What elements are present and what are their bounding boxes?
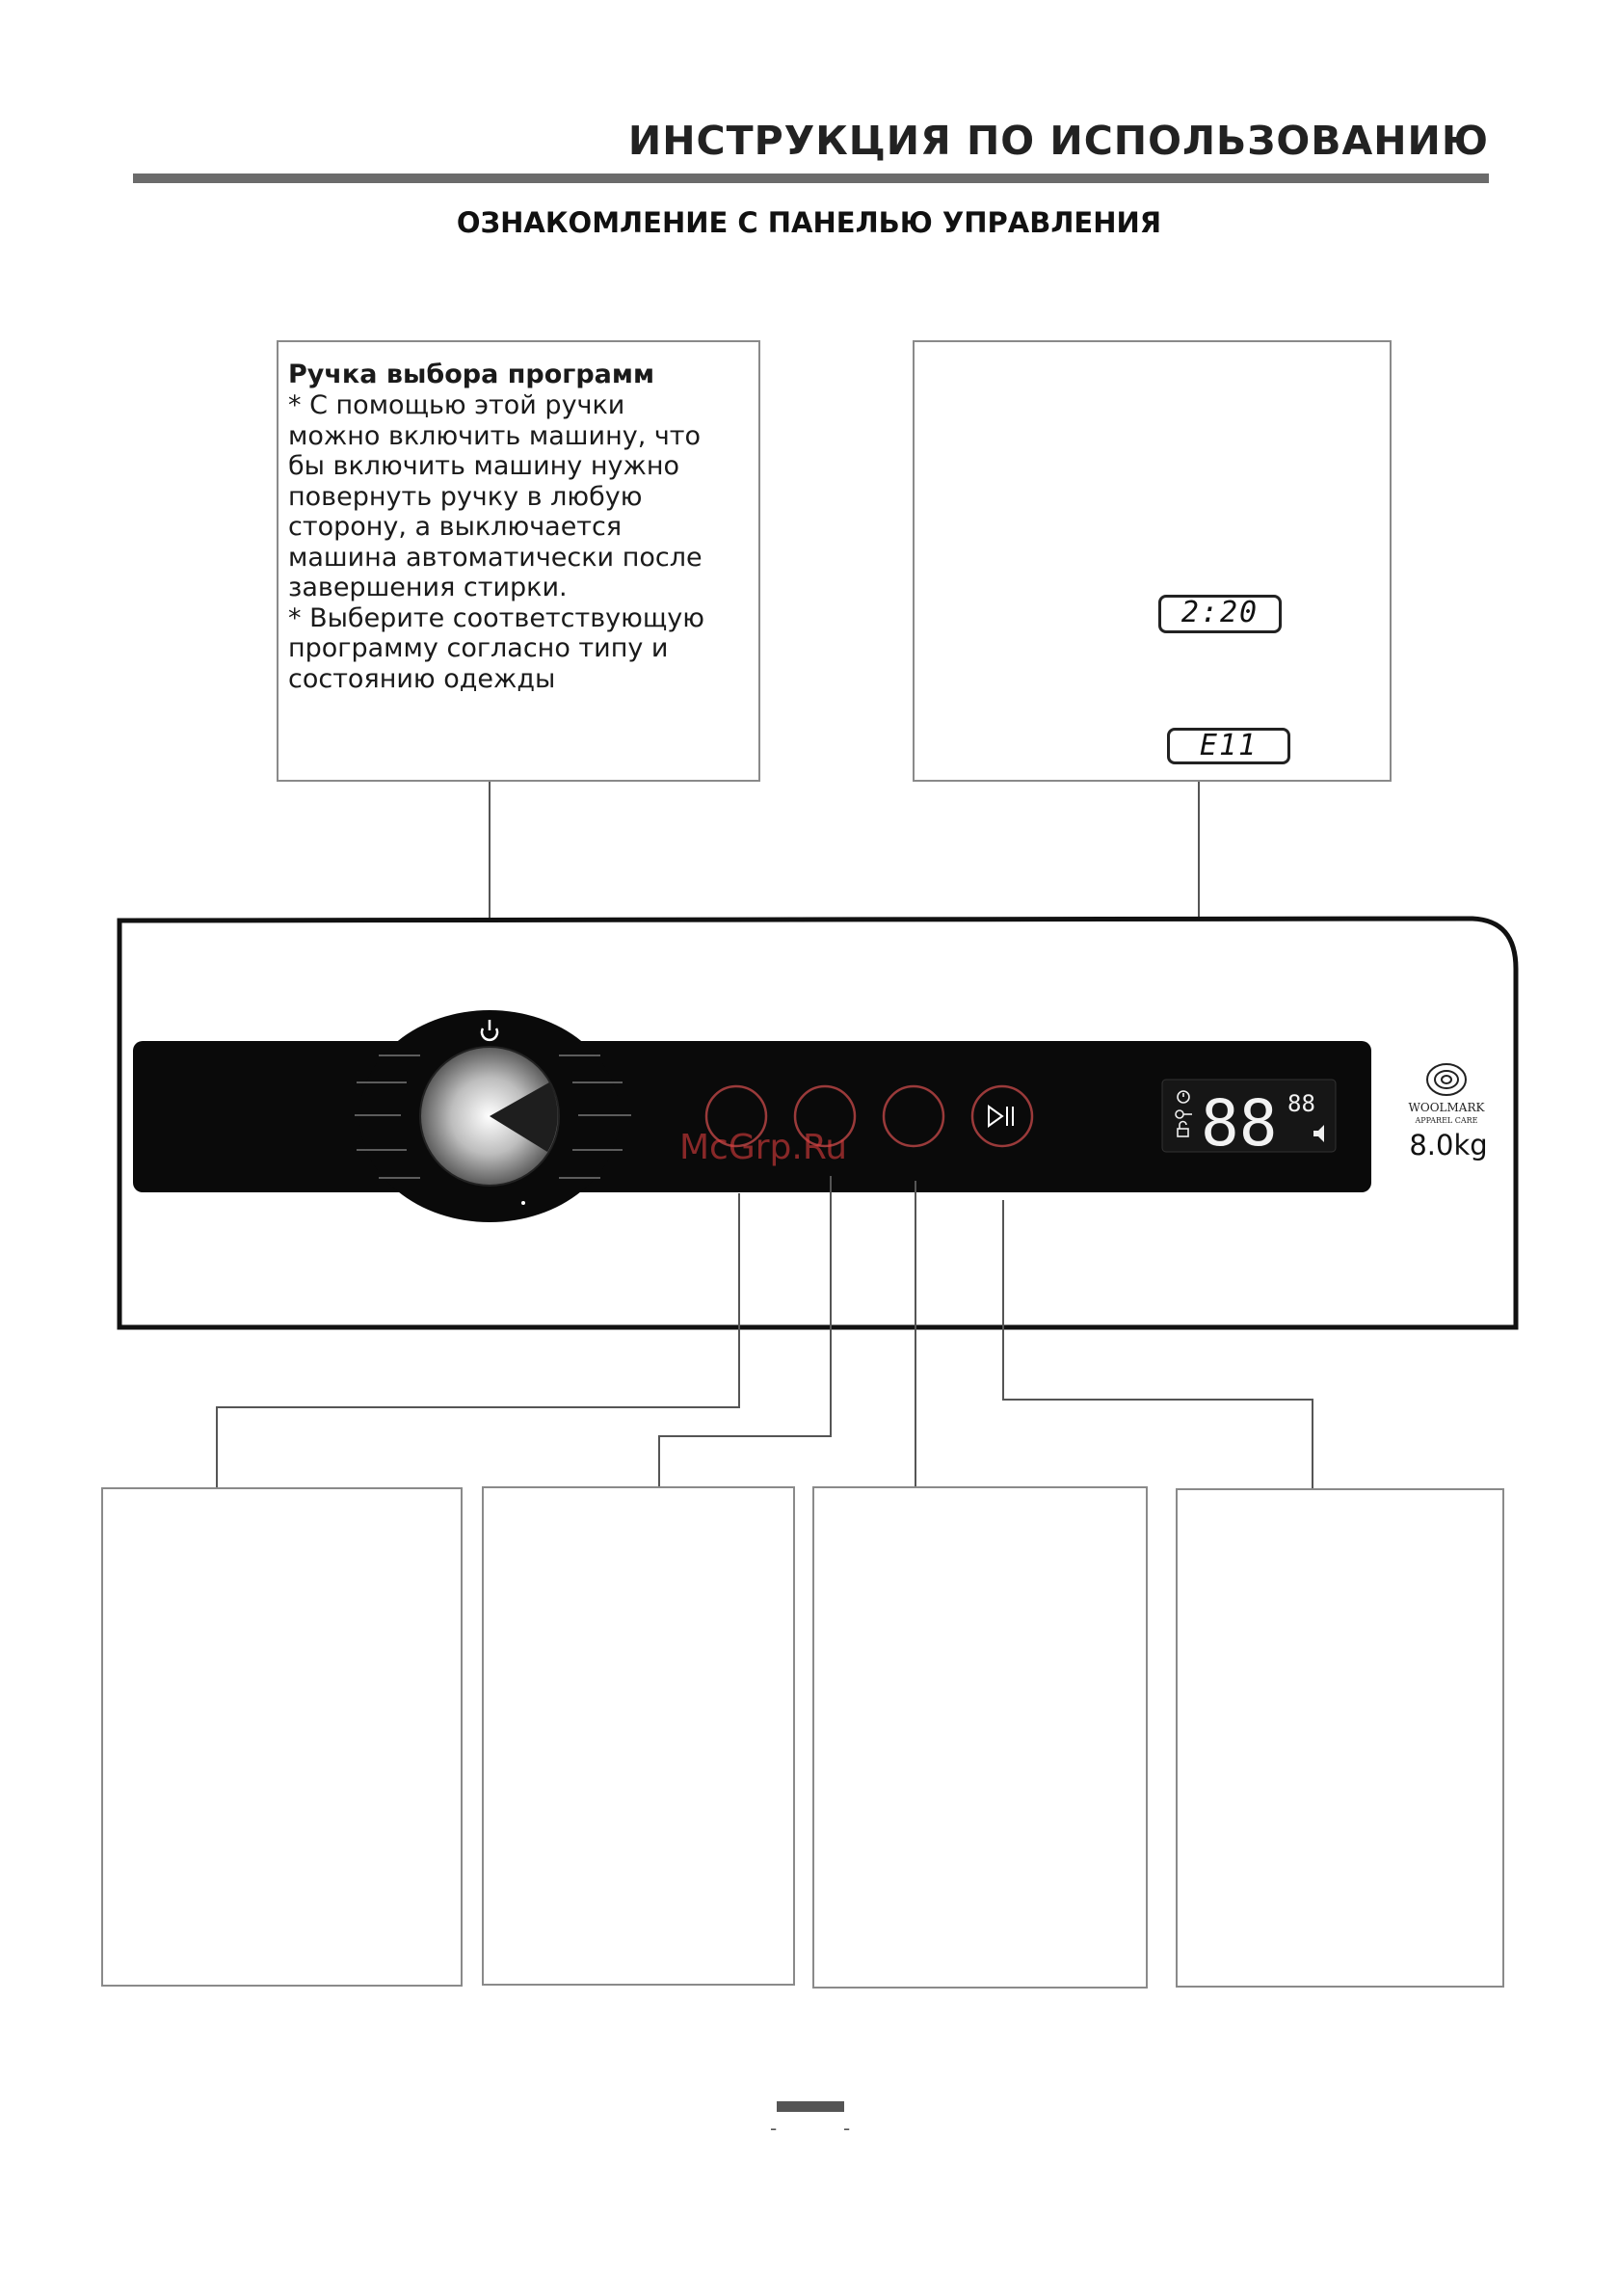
button2-connector-vertical bbox=[830, 1176, 832, 1436]
title-rule bbox=[133, 174, 1489, 183]
page-title: ИНСТРУКЦИЯ ПО ИСПОЛЬЗОВАНИЮ bbox=[627, 118, 1489, 164]
knob-box-line: программу согласно типу и bbox=[288, 633, 669, 663]
page-dash-right: - bbox=[843, 2117, 851, 2140]
knob-box-line: * С помощью этой ручки bbox=[288, 390, 625, 420]
lcd-time-sample: 2:20 bbox=[1158, 595, 1282, 633]
page-dash-left: - bbox=[770, 2117, 778, 2140]
button2-connector-drop bbox=[658, 1435, 660, 1487]
knob-box-line: состоянию одежды bbox=[288, 663, 556, 694]
watermark: McGrp.Ru bbox=[679, 1128, 848, 1167]
button3-description-box bbox=[812, 1486, 1148, 1989]
button2-connector-horizontal bbox=[658, 1435, 832, 1437]
button4-connector-drop bbox=[1312, 1399, 1313, 1489]
knob-description-box bbox=[277, 340, 760, 782]
page-number-bar bbox=[777, 2101, 844, 2112]
button2-description-box bbox=[482, 1486, 795, 1986]
knob-dot bbox=[521, 1201, 525, 1205]
knob-box-line: * Выберите соответствующую bbox=[288, 602, 704, 633]
knob-box-line: можно включить машину, что bbox=[288, 420, 702, 451]
control-panel bbox=[114, 911, 1521, 1335]
lcd-error-sample: E11 bbox=[1167, 728, 1290, 764]
display-description-box bbox=[913, 340, 1392, 782]
lcd-main-digits: 88 bbox=[1201, 1086, 1278, 1161]
knob-box-line: машина автоматически после bbox=[288, 542, 703, 573]
lcd-small-digits: 88 bbox=[1287, 1090, 1315, 1117]
woolmark-line2: APPAREL CARE bbox=[1415, 1116, 1478, 1125]
button1-connector-vertical bbox=[738, 1193, 740, 1407]
woolmark-line1: WOOLMARK bbox=[1408, 1101, 1485, 1114]
knob-box-line: повернуть ручку в любую bbox=[288, 481, 643, 512]
knob-box-line: бы включить машину нужно bbox=[288, 451, 679, 481]
button1-connector-drop bbox=[216, 1406, 218, 1488]
knob-box-title: Ручка выбора программ bbox=[288, 360, 655, 389]
section-title: ОЗНАКОМЛЕНИЕ С ПАНЕЛЬЮ УПРАВЛЕНИЯ bbox=[456, 206, 1162, 239]
button1-description-box bbox=[101, 1487, 463, 1987]
button1-connector-horizontal bbox=[216, 1406, 740, 1408]
button3-connector-vertical bbox=[915, 1181, 916, 1487]
capacity-label: 8.0kg bbox=[1409, 1129, 1488, 1161]
button4-connector-horizontal bbox=[1002, 1399, 1313, 1401]
button4-description-box bbox=[1176, 1488, 1504, 1988]
button4-connector-vertical bbox=[1002, 1200, 1004, 1400]
knob-box-line: сторону, а выключается bbox=[288, 512, 623, 542]
knob-box-line: завершения стирки. bbox=[288, 573, 568, 602]
